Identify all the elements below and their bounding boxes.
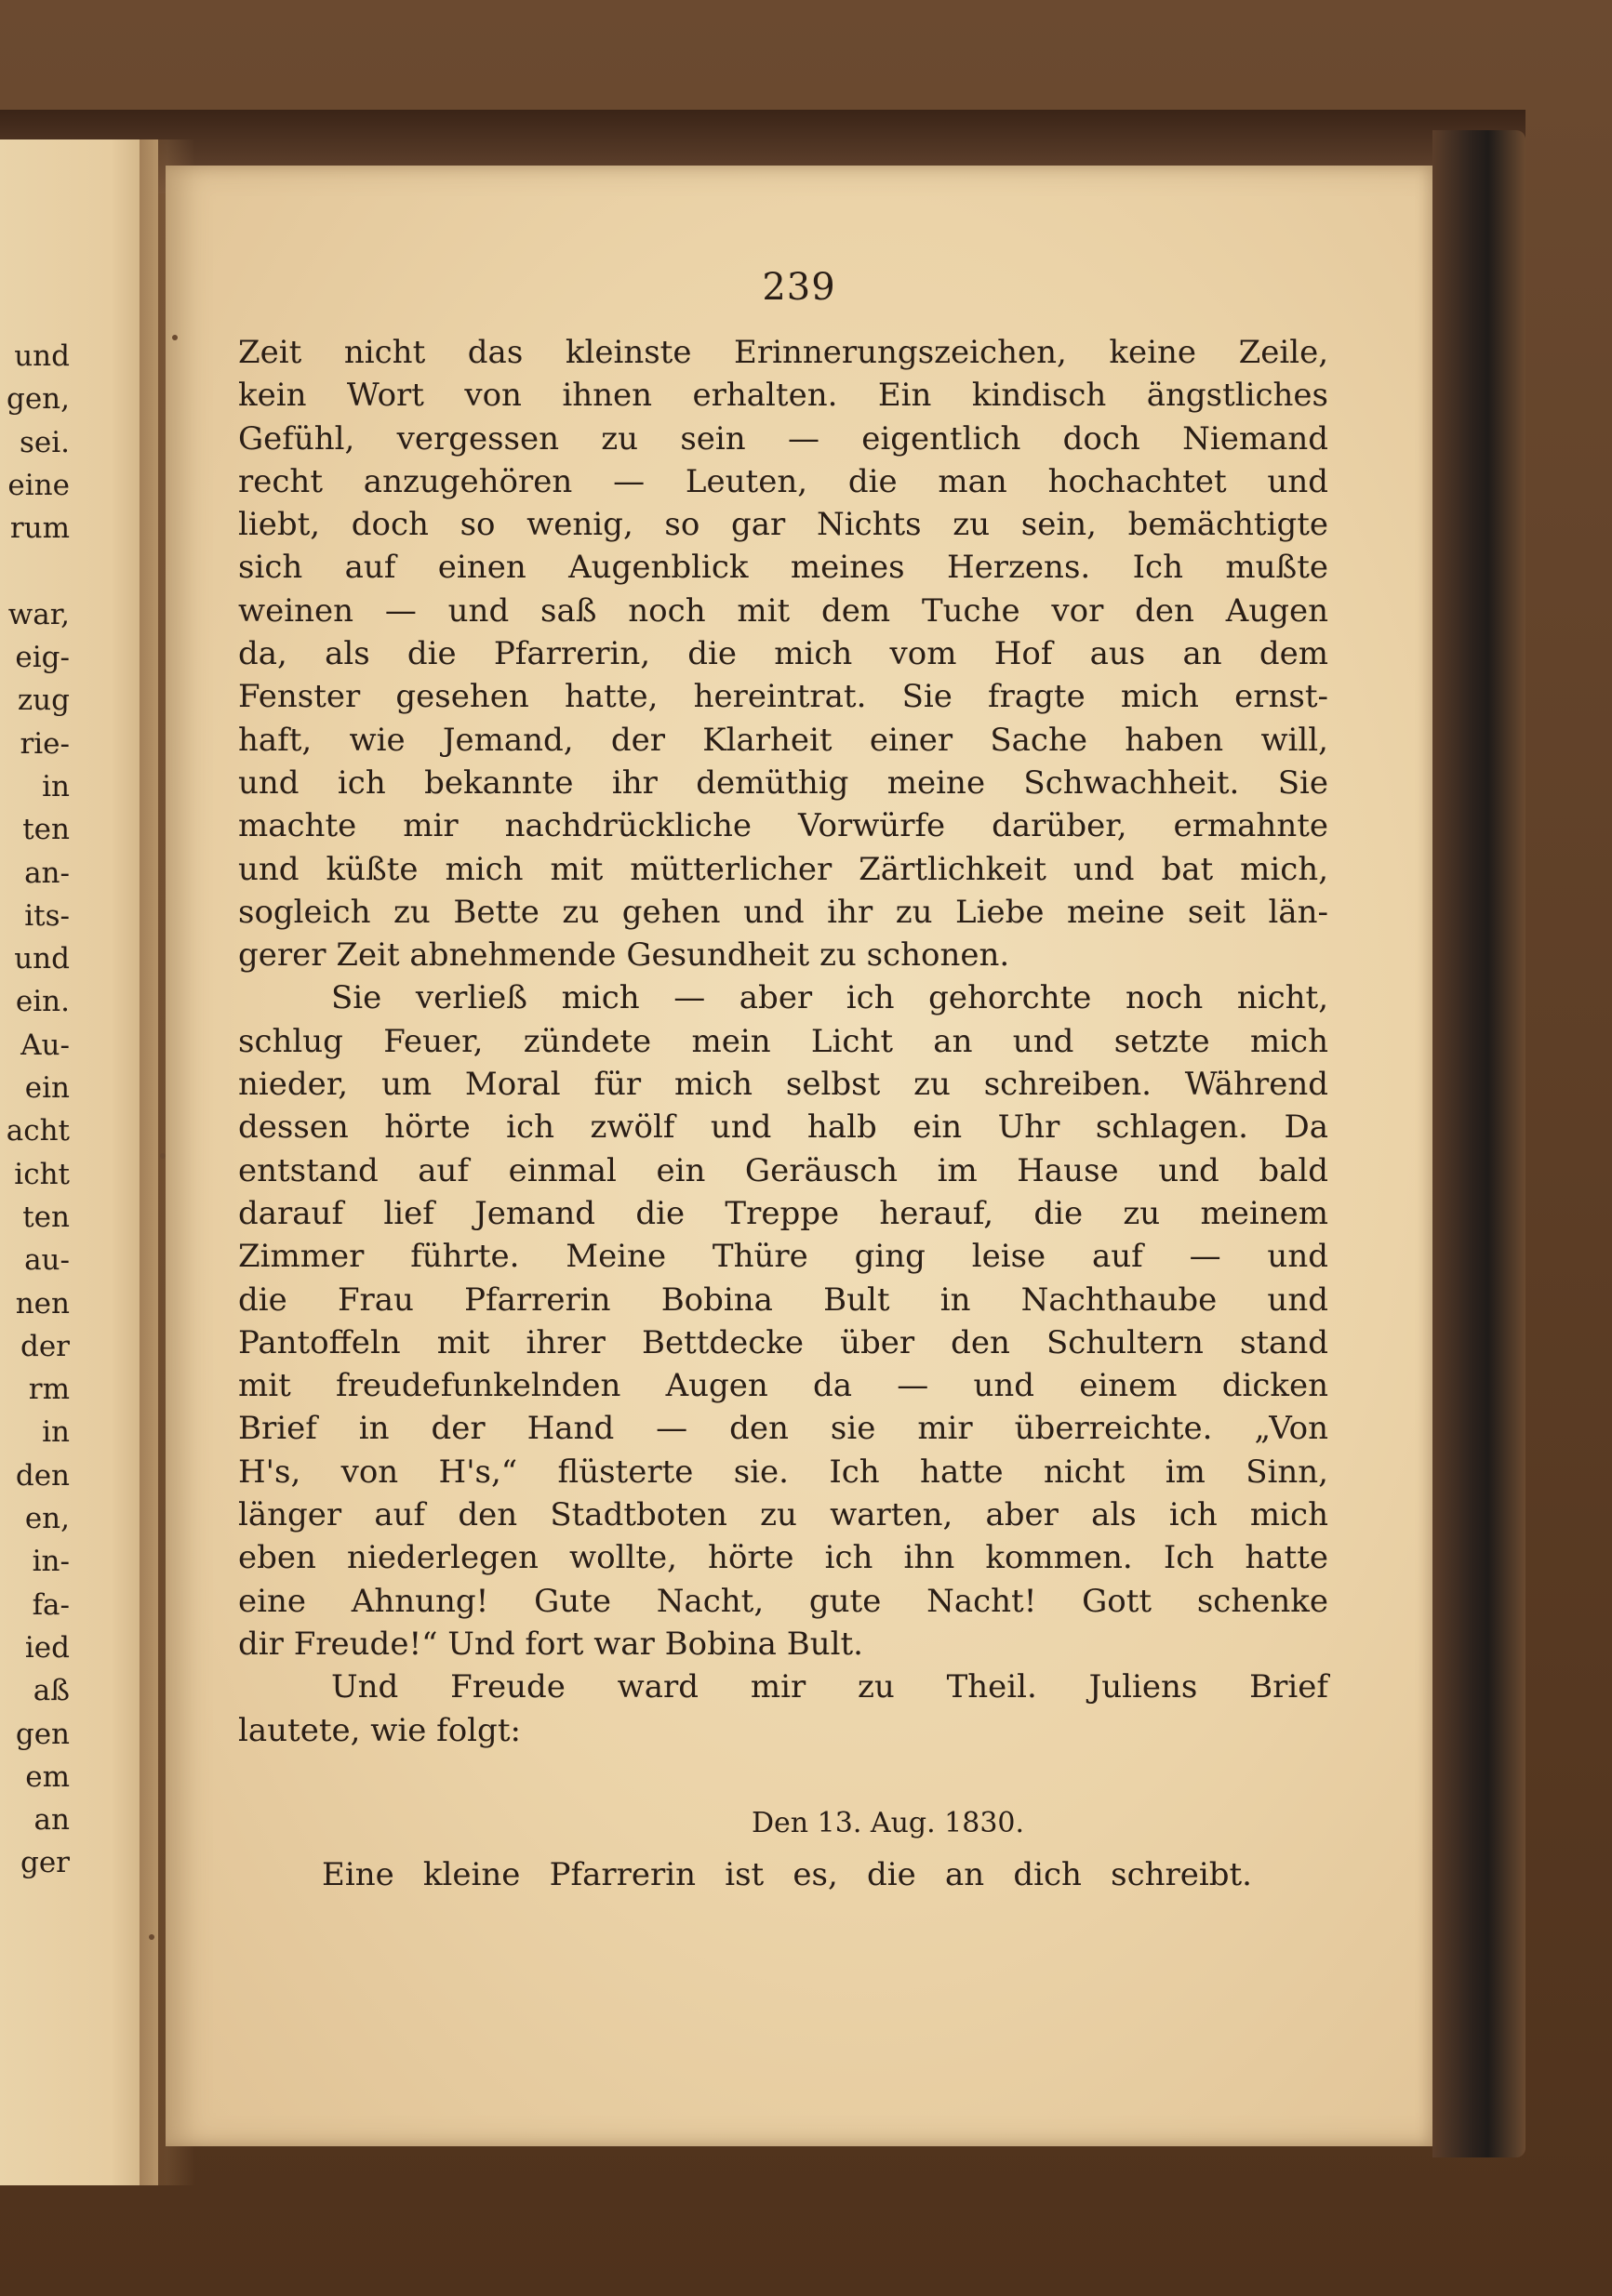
verso-line-fragment: eig- (15, 641, 70, 675)
letter-opening-line: Eine kleine Pfarrerin ist es, die an dich schreibt. (322, 1856, 1252, 1893)
text-line: lautete, wie folgt: (238, 1711, 521, 1749)
verso-line-fragment: Au- (20, 1028, 70, 1062)
text-line: nieder, um Moral für mich selbst zu schreiben. Während (238, 1066, 1328, 1104)
verso-line-fragment: an (33, 1803, 70, 1838)
verso-line-fragment: in (42, 1415, 70, 1450)
verso-line-fragment: ten (22, 813, 70, 847)
text-line: Sie verließ mich — aber ich gehorchte noch nicht, (331, 979, 1328, 1017)
verso-line-fragment: ein. (15, 985, 70, 1019)
text-line: Brief in der Hand — den sie mir überreichte. „Von (238, 1410, 1328, 1448)
text-line: mit freudefunkelnden Augen da — und einem dicken (238, 1367, 1328, 1405)
verso-line-fragment: den (15, 1458, 70, 1493)
verso-line-fragment: au- (24, 1243, 70, 1278)
verso-line-fragment: ein (24, 1071, 70, 1106)
verso-line-fragment: und (14, 339, 70, 373)
page-body (238, 331, 1328, 1752)
verso-line-fragment: rie- (20, 726, 70, 761)
verso-line-fragment: en, (24, 1502, 70, 1536)
text-line: entstand auf einmal ein Geräusch im Hause und bald (238, 1151, 1328, 1189)
letter-dateline: Den 13. Aug. 1830. (752, 1807, 1025, 1839)
verso-line-fragment: em (25, 1759, 70, 1794)
verso-line-fragment: an- (24, 856, 70, 890)
verso-line-fragment: fa- (32, 1587, 70, 1622)
text-line: Fenster gesehen hatte, hereintrat. Sie fragte mich ernst- (238, 678, 1328, 716)
verso-line-fragment: aß (33, 1674, 70, 1708)
verso-line-fragment: in- (32, 1545, 70, 1579)
verso-line-fragment: zug (17, 683, 70, 718)
page-number: 239 (762, 266, 836, 309)
text-line: H's, von H's,“ flüsterte sie. Ich hatte nicht im Sinn, (238, 1453, 1328, 1491)
verso-line-fragment: sei. (19, 425, 70, 459)
text-line: da, als die Pfarrerin, die mich vom Hof aus an dem (238, 635, 1328, 673)
text-line: sich auf einen Augenblick meines Herzens. Ich mußte (238, 549, 1328, 587)
verso-line-fragment: ger (20, 1846, 70, 1880)
paper-speck (172, 335, 178, 340)
text-line: gerer Zeit abnehmende Gesundheit zu schonen. (238, 936, 1010, 975)
text-line: Und Freude ward mir zu Theil. Juliens Brief (331, 1668, 1328, 1706)
text-line: Zeit nicht das kleinste Erinnerungszeichen, keine Zeile, (238, 334, 1328, 371)
verso-line-fragment: ied (24, 1630, 70, 1665)
verso-line-fragment: der (20, 1329, 70, 1363)
verso-line-fragment: its- (24, 898, 70, 933)
verso-line-fragment: icht (14, 1157, 70, 1191)
text-line: machte mir nachdrückliche Vorwürfe darüber, ermahnte (238, 807, 1328, 845)
text-line: Pantoffeln mit ihrer Bettdecke über den Schultern stand (238, 1323, 1328, 1361)
text-line: sogleich zu Bette zu gehen und ihr zu Liebe meine seit län- (238, 893, 1328, 931)
text-line: die Frau Pfarrerin Bobina Bult in Nachthaube und (238, 1281, 1328, 1319)
text-line: länger auf den Stadtboten zu warten, aber als ich mich (238, 1496, 1328, 1534)
text-line: und ich bekannte ihr demüthig meine Schwachheit. Sie (238, 763, 1328, 802)
text-line: schlug Feuer, zündete mein Licht an und setzte mich (238, 1022, 1328, 1060)
paper-speck (149, 1934, 154, 1940)
verso-line-fragment: und (14, 942, 70, 976)
text-line: eine Ahnung! Gute Nacht, gute Nacht! Gott schenke (238, 1582, 1328, 1620)
verso-line-fragment: rum (9, 511, 70, 546)
verso-line-fragment: gen (15, 1717, 70, 1751)
verso-line-fragment: ten (22, 1200, 70, 1234)
text-line: Zimmer führte. Meine Thüre ging leise auf — und (238, 1238, 1328, 1276)
text-line: Gefühl, vergessen zu sein — eigentlich doch Niemand (238, 419, 1328, 458)
text-line: dir Freude!“ Und fort war Bobina Bult. (238, 1625, 863, 1663)
text-line: darauf lief Jemand die Treppe herauf, die zu meinem (238, 1194, 1328, 1232)
verso-line-fragment: nen (15, 1286, 70, 1321)
verso-line-fragment: war, (7, 597, 70, 631)
recto-page (166, 166, 1432, 2146)
text-line: haft, wie Jemand, der Klarheit einer Sache haben will, (238, 721, 1328, 759)
text-line: liebt, doch so wenig, so gar Nichts zu sein, bemächtigte (238, 506, 1328, 544)
text-line: und küßte mich mit mütterlicher Zärtlichkeit und bat mich, (238, 850, 1328, 888)
paper-speck (160, 1153, 166, 1159)
text-line: recht anzugehören — Leuten, die man hochachtet und (238, 462, 1328, 500)
verso-line-fragment: eine (7, 468, 70, 502)
verso-line-fragment (0, 550, 70, 592)
verso-line-fragment: in (42, 769, 70, 803)
verso-line-fragment: acht (6, 1114, 70, 1148)
text-line: eben niederlegen wollte, hörte ich ihn kommen. Ich hatte (238, 1539, 1328, 1577)
text-line: dessen hörte ich zwölf und halb ein Uhr schlagen. Da (238, 1108, 1328, 1147)
verso-page-text (0, 335, 70, 1885)
verso-line-fragment: rm (28, 1373, 70, 1407)
text-line: weinen — und saß noch mit dem Tuche vor den Augen (238, 591, 1328, 630)
book-cover-edge (1432, 130, 1525, 2157)
text-line: kein Wort von ihnen erhalten. Ein kindisch ängstliches (238, 377, 1328, 415)
verso-line-fragment: gen, (6, 382, 70, 417)
